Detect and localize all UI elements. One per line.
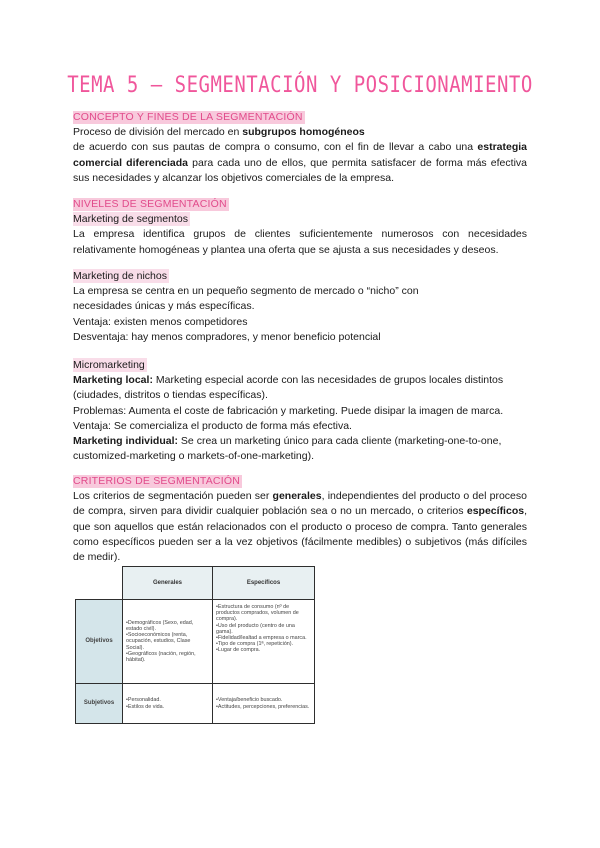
section-micromarketing [73,358,527,464]
table-row-subjetivos: Subjetivos [76,684,123,724]
section-heading-niveles: NIVELES DE SEGMENTACIÓN [73,198,227,210]
page-title: TEMA 5 – SEGMENTACIÓN Y POSICIONAMIENTO [67,72,533,98]
table-cell-objetivos-generales [123,600,213,684]
list-item: •Geográficos (nación, región, hábitat). [126,650,196,663]
section-concepto [73,110,527,186]
list-item: •Ventaja/beneficio buscado. [216,697,283,704]
section-nichos [73,269,527,345]
table-corner [76,567,123,600]
table-col-generales: Generales [123,567,213,600]
subheading-segmentos: Marketing de segmentos [73,213,188,226]
text-line: necesidades únicas y más específicas. [73,300,255,313]
section-heading-criterios: CRITERIOS DE SEGMENTACIÓN [73,475,240,487]
paragraph: de acuerdo con sus pautas de compra o consumo, con el fin de llevar a cabo una estrategia comercial diferenciada para cada uno de ellos, que permita satisfacer de forma más efectiva sus necesidades y alcanzar los objetivos comerciales de la empresa. [73,141,527,184]
paragraph: Marketing local: Marketing especial acorde con las necesidades de grupos locales distintos (ciudades, distritos o tiendas específicas). [73,374,504,402]
list-item: •Tipo de compra (1ª, repetición). [216,641,294,648]
table-cell-subjetivos-especificos [213,684,315,724]
table-row [76,600,315,684]
text-line: La empresa se centra en un pequeño segmento de mercado o “nicho” con [73,285,419,298]
paragraph: La empresa identifica grupos de clientes suficientemente numerosos con necesidades relativamente homogéneas y plantea una oferta que se ajusta a sus necesidades y deseos. [73,228,527,256]
table-row-objetivos: Objetivos [76,600,123,684]
list-item: •Personalidad. [126,697,161,704]
criteria-table [75,566,315,724]
table-cell-subjetivos-generales [123,684,213,724]
list-item: •Fidelidad/lealtad a empresa o marca. [216,635,307,642]
table-cell-objetivos-especificos [213,600,315,684]
section-heading-concepto: CONCEPTO Y FINES DE LA SEGMENTACIÓN [73,111,303,123]
list-item: •Demográficos (Sexo, edad, estado civil). [126,619,194,632]
table-row [76,684,315,724]
paragraph: Los criterios de segmentación pueden ser generales, independientes del producto o del proceso de compra, sirven para dividir cualquier población sea o no un mercado, o criterios específicos, que son aquellos que están relacionados con el producto o proceso de compra. Tanto generales como específicos pueden ser a la vez objetivos (fácilmente medibles) o subjetivos (más difíciles de medir). [73,490,527,564]
list-item: •Actitudes, percepciones, preferencias. [216,703,310,710]
text-line: Ventaja: Se comercializa el producto de forma más efectiva. [73,419,352,432]
text-line: Desventaja: hay menos compradores, y menor beneficio potencial [73,330,381,343]
list-item: •Estructura de consumo (nº de productos comprados, volumen de compra). [216,604,299,623]
text-line: Ventaja: existen menos competidores [73,315,248,328]
subheading-nichos: Marketing de nichos [73,270,167,282]
paragraph: Marketing individual: Se crea un marketing único para cada cliente (marketing-one-to-one, customized-marketing o markets-of-one-marketing). [73,435,502,463]
subheading-micromarketing: Micromarketing [73,359,145,371]
list-item: •Estilos de vida. [126,703,165,710]
list-item: •Socioeconómicos (renta, ocupación, estudios, Clase Social). [126,632,191,651]
list-item: •Uso del producto (centro de una gama). [216,622,295,635]
section-criterios [73,474,527,565]
text-line: Problemas: Aumenta el coste de fabricación y marketing. Puede disipar la imagen de marca. [73,404,504,417]
paragraph: Proceso de división del mercado en subgrupos homogéneos [73,126,365,139]
table-header-row [76,567,315,600]
table-col-especificos: Específicos [213,567,315,600]
section-niveles [73,197,527,258]
list-item: •Lugar de compra. [216,647,261,654]
